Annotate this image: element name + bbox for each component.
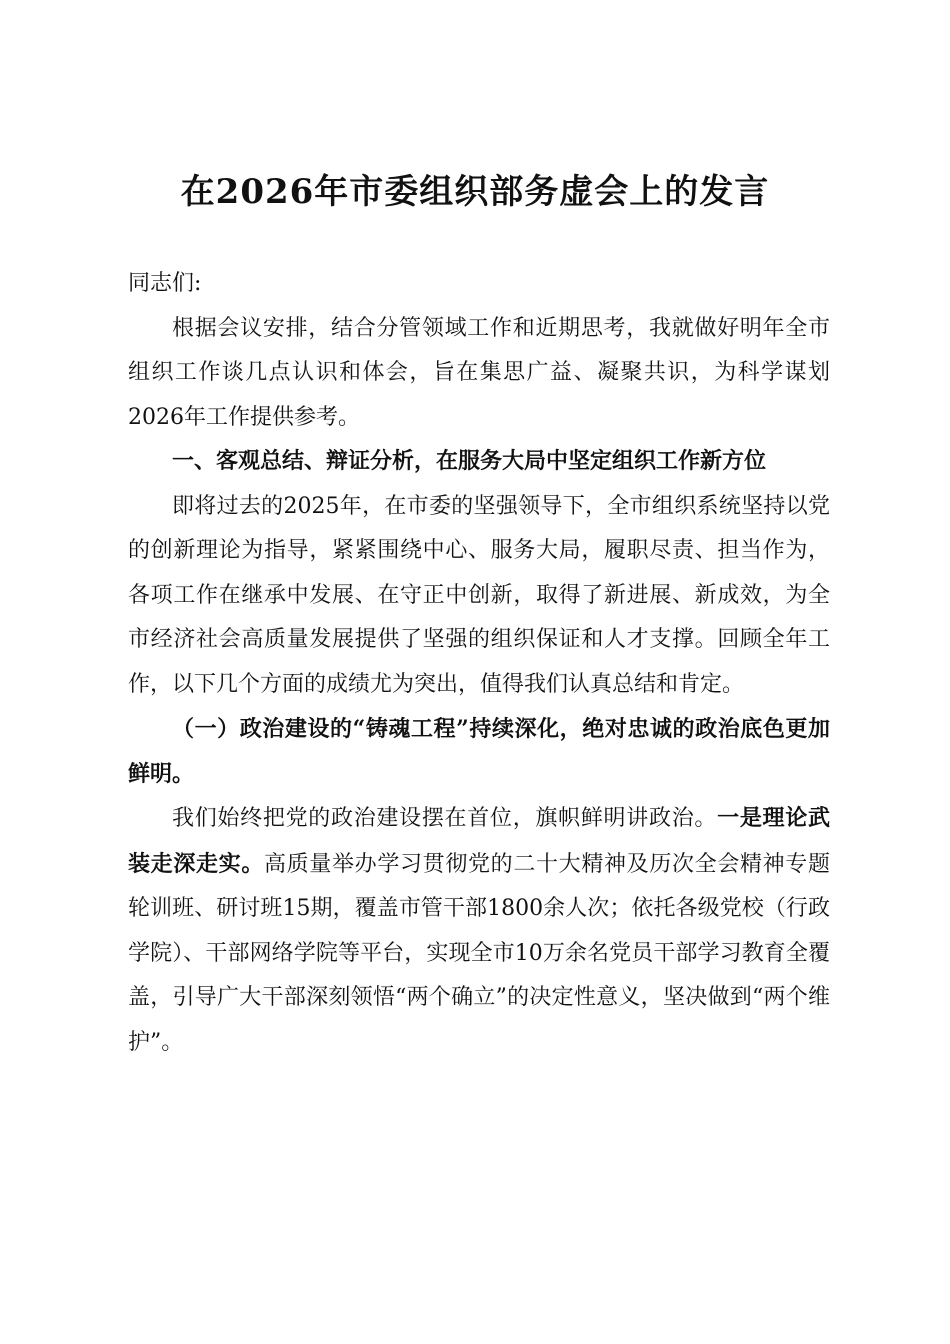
subsection-heading-1: （一）政治建设的“铸魂工程”持续深化，绝对忠诚的政治底色更加鲜明。	[128, 716, 830, 787]
subsection-1-paragraph	[128, 796, 830, 1065]
subsection-1-lead: 我们始终把党的政治建设摆在首位，旗帜鲜明讲政治。	[172, 806, 718, 831]
intro-paragraph: 根据会议安排，结合分管领域工作和近期思考，我就做好明年全市组织工作谈几点认识和体会，旨在集思广益、凝聚共识，为科学谋划2026年工作提供参考。	[128, 315, 830, 430]
section-heading-1: 一、客观总结、辩证分析，在服务大局中坚定组织工作新方位	[172, 449, 767, 474]
document-title: 在2026年市委组织部务虚会上的发言	[180, 172, 770, 212]
document-body	[128, 262, 830, 1065]
point-1-label: 一是理论武装走深走实。	[128, 805, 830, 877]
point-1-text: 高质量举办学习贯彻党的二十大精神及历次全会精神专题轮训班、研讨班15期，覆盖市管干部1800余人次；依托各级党校（行政学院）、干部网络学院等平台，实现全市10万余名党员干部学习教育全覆盖，引导广大干部深刻领悟“两个确立”的决定性意义，坚决做到“两个维护”。	[128, 851, 830, 1055]
section-1-paragraph: 即将过去的2025年，在市委的坚强领导下，全市组织系统坚持以党的创新理论为指导，紧紧围绕中心、服务大局，履职尽责、担当作为，各项工作在继承中发展、在守正中创新，取得了新进展、新成效，为全市经济社会高质量发展提供了坚强的组织保证和人才支撑。回顾全年工作，以下几个方面的成绩尤为突出，值得我们认真总结和肯定。	[128, 493, 830, 697]
salutation: 同志们:	[128, 271, 202, 296]
